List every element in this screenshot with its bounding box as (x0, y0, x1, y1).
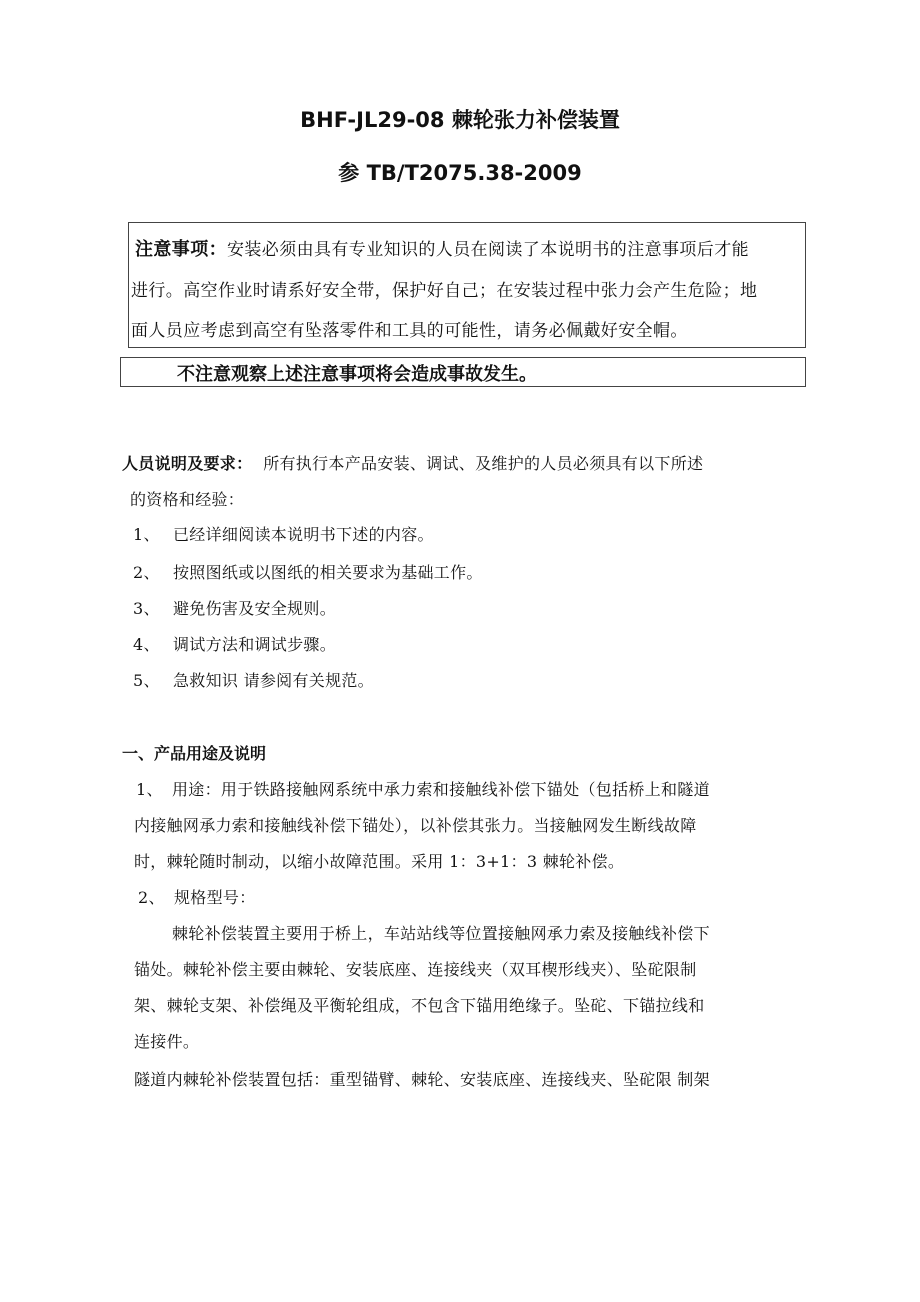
spec-label: 规格型号： (174, 888, 256, 907)
spec-line-2: 锚处。棘轮补偿主要由棘轮、安装底座、连接线夹（双耳楔形线夹）、坠砣限制 (134, 960, 697, 979)
list-item-number: 5、 (133, 671, 160, 690)
spec-line-5: 隧道内棘轮补偿装置包括：重型锚臂、棘轮、安装底座、连接线夹、坠砣限 制架 (134, 1070, 710, 1089)
list-item (133, 560, 483, 583)
personnel-label: 人员说明及要求： (122, 454, 253, 473)
usage-text-1: 用途：用于铁路接触网系统中承力索和接触线补偿下锚处（包括桥上和隧道 (172, 780, 710, 799)
notice-line-2: 进行。高空作业时请系好安全带，保护好自己；在安装过程中张力会产生危险；地 (131, 281, 758, 301)
notice-box (128, 222, 806, 348)
personnel-intro-line-2: 的资格和经验： (130, 490, 245, 509)
document-title: BHF-JL29-08 棘轮张力补偿装置 (300, 108, 620, 132)
list-item (133, 632, 336, 655)
warning-text: 不注意观察上述注意事项将会造成事故发生。 (177, 364, 537, 385)
section-heading: 一、产品用途及说明 (122, 744, 267, 763)
list-item-text: 调试方法和调试步骤。 (173, 635, 337, 654)
list-item-number: 1、 (133, 525, 160, 544)
spec-line-3: 架、棘轮支架、补偿绳及平衡轮组成，不包含下锚用绝缘子。坠砣、下锚拉线和 (134, 996, 705, 1015)
spec-number: 2、 (138, 888, 165, 907)
spec-line-4: 连接件。 (134, 1032, 200, 1051)
standard-reference: 参 TB/T2075.38-2009 (338, 161, 582, 185)
personnel-intro-line-1 (122, 451, 703, 474)
notice-line-1 (135, 235, 749, 261)
warning-box (120, 357, 806, 387)
list-item-text: 已经详细阅读本说明书下述的内容。 (173, 525, 434, 544)
list-item-number: 3、 (133, 599, 160, 618)
spec-line-1: 棘轮补偿装置主要用于桥上，车站站线等位置接触网承力索及接触线补偿下 (172, 924, 710, 943)
notice-line-3: 面人员应考虑到高空有坠落零件和工具的可能性，请务必佩戴好安全帽。 (131, 321, 688, 341)
list-item (133, 668, 374, 691)
list-item-text: 急救知识 请参阅有关规范。 (173, 671, 374, 690)
list-item (133, 596, 336, 619)
list-item-number: 4、 (133, 635, 160, 654)
notice-text-1: 安装必须由具有专业知识的人员在阅读了本说明书的注意事项后才能 (227, 240, 749, 260)
list-item-number: 2、 (133, 563, 160, 582)
list-item (133, 522, 434, 545)
usage-line-2: 内接触网承力索和接触线补偿下锚处），以补偿其张力。当接触网发生断线故障 (134, 816, 697, 835)
notice-label: 注意事项： (135, 239, 227, 260)
usage-line-1 (136, 777, 710, 800)
personnel-intro-text: 所有执行本产品安装、调试、及维护的人员必须具有以下所述 (263, 454, 704, 473)
list-item-text: 按照图纸或以图纸的相关要求为基础工作。 (173, 563, 483, 582)
usage-line-3: 时，棘轮随时制动，以缩小故障范围。采用 1：3+1：3 棘轮补偿。 (134, 852, 625, 871)
spec-heading (138, 885, 256, 908)
list-item-text: 避免伤害及安全规则。 (173, 599, 337, 618)
usage-number: 1、 (136, 780, 163, 799)
